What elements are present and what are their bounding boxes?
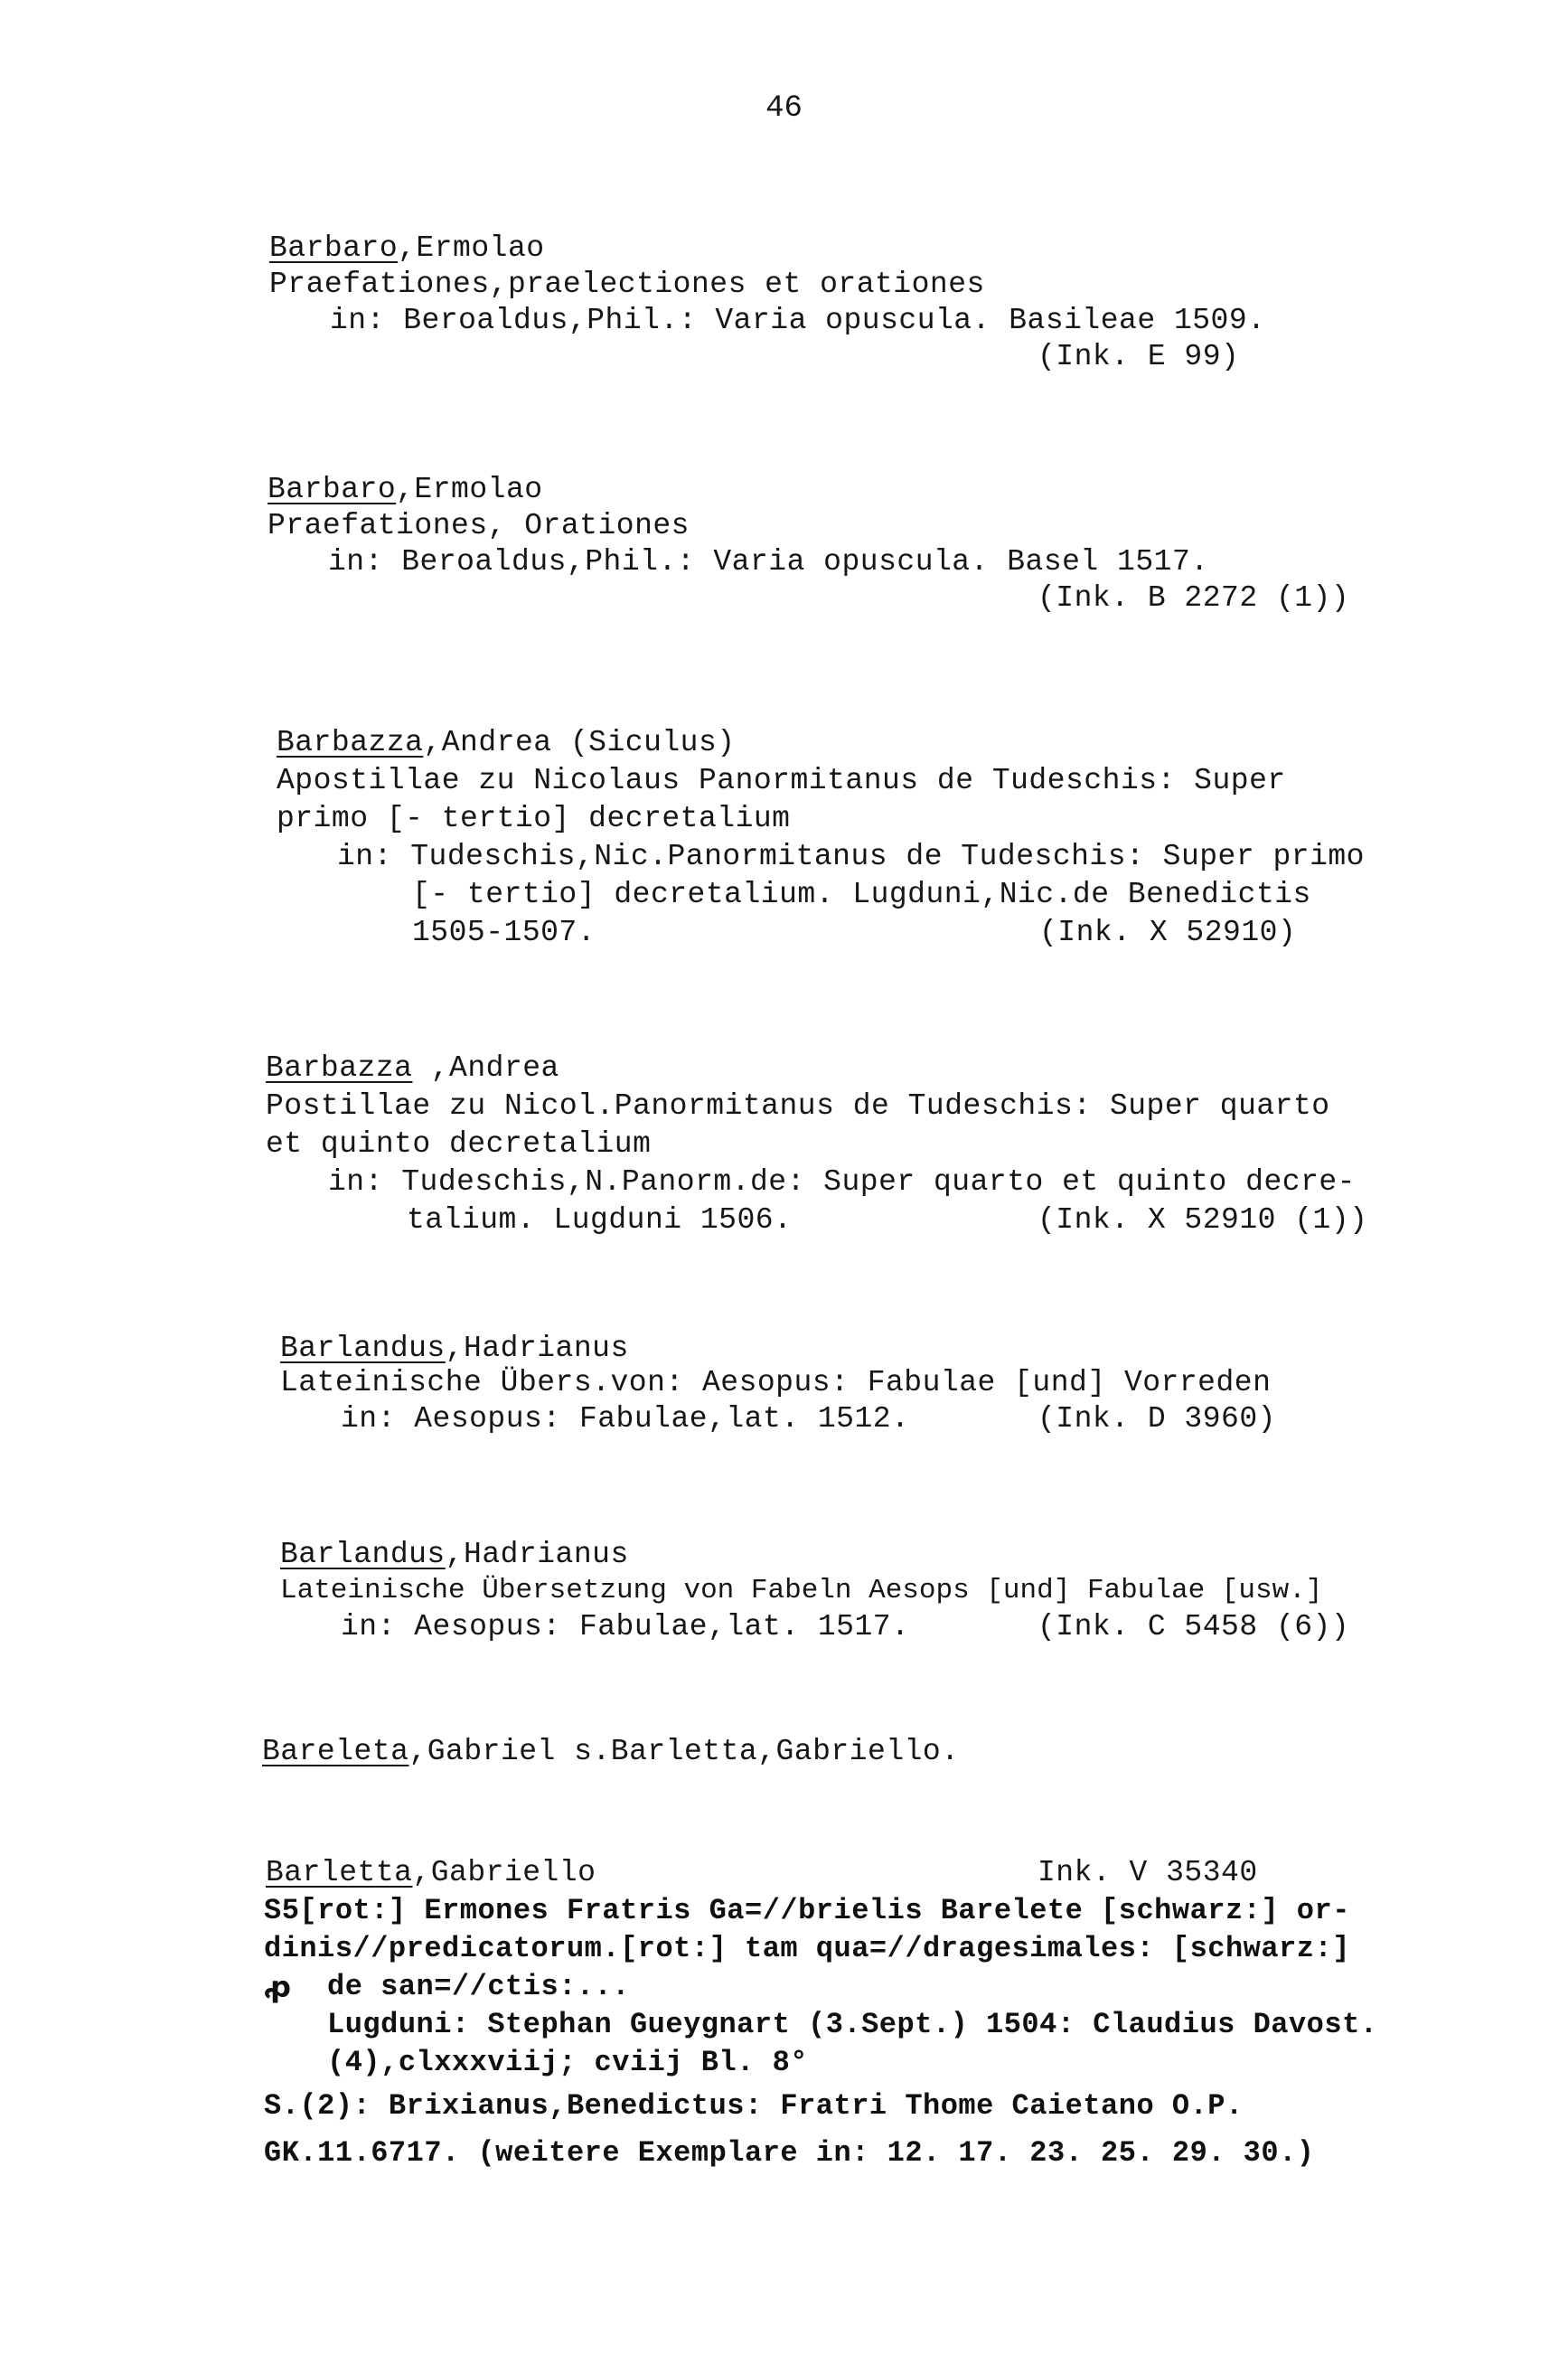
entry-source: 1505-1507. [412,916,596,949]
entry-title: Apostillae zu Nicolaus Panormitanus de Tudeschis: Super [277,764,1286,797]
page-number: 46 [765,91,803,126]
entry-title: Lateinische Übersetzung von Fabeln Aesops [und] Fabulae [usw.] [280,1575,1323,1606]
entry-source: in: Tudeschis,Nic.Panormitanus de Tudeschis: Super primo [337,840,1365,873]
imprint-line: Lugduni: Stephan Gueygnart (3.Sept.) 1504: Claudius Davost. [327,2008,1378,2041]
incipit-line: dinis//predicatorum.[rot:] tam qua=//dragesimales: [schwarz:] [264,1932,1350,1965]
entry-title: Praefationes,praelectiones et orationes [269,268,985,301]
entry-heading [280,1331,629,1367]
entry-shelfmark: (Ink. E 99) [1038,340,1240,373]
author-forename: ,Hadrianus [445,1538,629,1571]
entry-heading [262,1734,960,1770]
entry-source: in: Beroaldus,Phil.: Varia opuscula. Basel 1517. [328,545,1209,579]
incipit-line [264,1969,291,2008]
collation-line: (4),clxxxviij; cviij Bl. 8° [327,2046,808,2079]
note-line: S.(2): Brixianus,Benedictus: Fratri Thome Caietano O.P. [264,2089,1244,2123]
entry-title: primo [- tertio] decretalium [277,802,791,835]
author-forename: ,Ermolao [396,473,543,506]
entry-shelfmark: Ink. V 35340 [1038,1856,1258,1889]
entry-shelfmark: (Ink. B 2272 (1)) [1038,581,1350,615]
entry-title: Praefationes, Orationes [268,509,690,542]
entry-heading [266,1050,559,1087]
entry-heading [277,725,736,761]
author-surname: Barlandus [280,1538,446,1571]
entry-heading [269,231,545,267]
author-surname: Barbazza [277,726,424,759]
reference-line: GK.11.6717. (weitere Exemplare in: 12. 17. 23. 25. 29. 30.) [264,2136,1315,2170]
entry-source: in: Aesopus: Fabulae,lat. 1512. [341,1402,910,1436]
author-surname: Bareleta [262,1735,409,1768]
entry-source: talium. Lugduni 1506. [407,1203,793,1237]
entry-source: in: Aesopus: Fabulae,lat. 1517. [341,1610,910,1643]
entry-shelfmark: (Ink. D 3960) [1038,1402,1276,1436]
entry-heading [266,1855,596,1891]
entry-source: in: Beroaldus,Phil.: Varia opuscula. Basileae 1509. [330,304,1266,337]
incipit-line: de san=//ctis:... [327,1970,630,2003]
abbreviation-pro-symbol: ꝓ [264,1970,292,2004]
entry-title: et quinto decretalium [266,1127,652,1161]
author-surname: Barbaro [268,473,397,506]
incipit-line: S5[rot:] Ermones Fratris Ga=//brielis Barelete [schwarz:] or- [264,1894,1350,1927]
author-forename: ,Hadrianus [445,1332,629,1365]
author-forename: ,Gabriello [412,1856,596,1889]
entry-title: Postillae zu Nicol.Panormitanus de Tudeschis: Super quarto [266,1089,1330,1123]
cross-reference: ,Gabriel s.Barletta,Gabriello. [408,1735,960,1768]
entry-source: in: Tudeschis,N.Panorm.de: Super quarto et quinto decre- [328,1165,1356,1199]
entry-shelfmark: (Ink. C 5458 (6)) [1038,1610,1350,1643]
author-forename: ,Andrea [412,1051,559,1085]
author-surname: Barbazza [266,1051,413,1085]
author-surname: Barbaro [269,231,399,265]
entry-heading [280,1537,629,1573]
author-surname: Barlandus [280,1332,446,1365]
author-forename: ,Andrea (Siculus) [423,726,736,759]
author-forename: ,Ermolao [398,231,545,265]
author-surname: Barletta [266,1856,413,1889]
entry-shelfmark: (Ink. X 52910 (1)) [1038,1203,1368,1237]
entry-title: Lateinische Übers.von: Aesopus: Fabulae [und] Vorreden [280,1366,1272,1399]
entry-source: [- tertio] decretalium. Lugduni,Nic.de Benedictis [412,878,1311,911]
entry-heading [268,472,543,508]
entry-shelfmark: (Ink. X 52910) [1039,916,1297,949]
